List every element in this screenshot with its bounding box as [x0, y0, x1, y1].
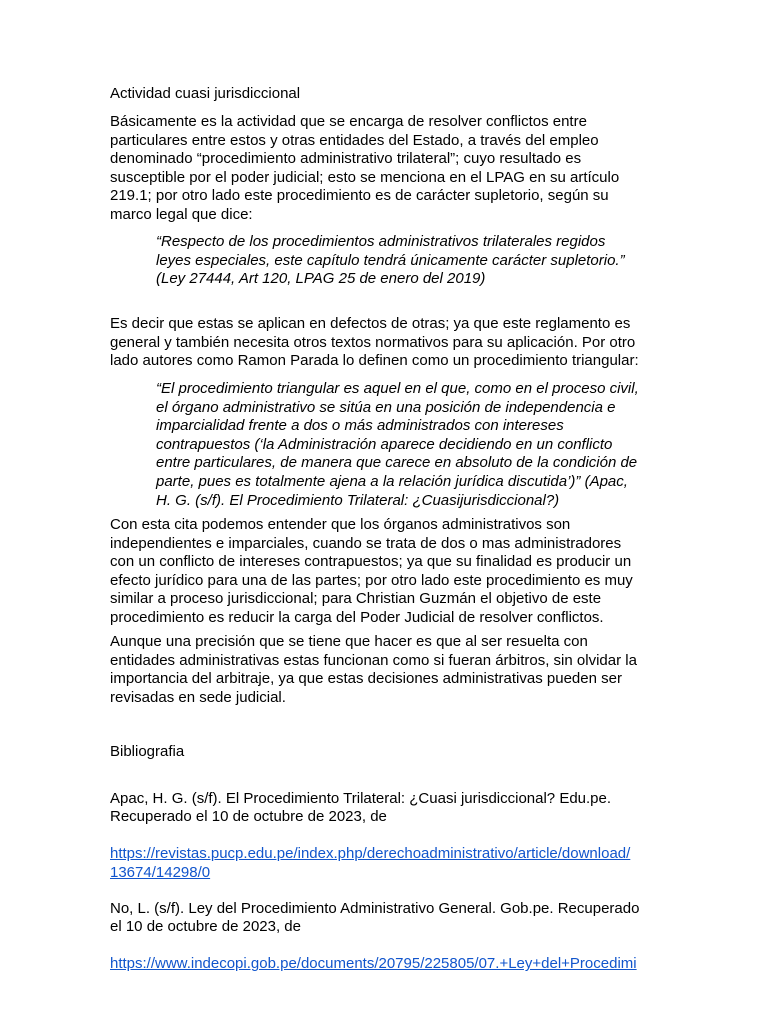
quote-1: “Respecto de los procedimientos administrativos trilaterales regidos leyes especiales, este capítulo tendrá únicamente carácter supletorio.” (Ley 27444, Art 120, LPAG 25 de enero del 2019) — [156, 233, 625, 288]
reference-2 — [110, 881, 660, 974]
quote-2: “El procedimiento triangular es aquel en el que, como en el proceso civil, el órgano administrativo se sitúa en una posición de independencia e imparcialidad frente a dos o más administrados con intereses contrapuestos (‘la Administración aparece decidiendo en un conflicto entre particulares, de manera que carece en absoluto de la condición de parte, pues es totalmente ajena a la relación jurídica discutida’)” (Apac, H. G. (s/f). El Procedimiento Trilateral: ¿Cuasijurisdiccional?) — [156, 380, 639, 509]
paragraph-2: Es decir que estas se aplican en defectos de otras; ya que este reglamento es general y también necesita otros textos normativos para su aplicación. Por otro lado autores como Ramon Parada lo definen como un procedimiento triangular: — [110, 315, 639, 370]
reference-1-text: Apac, H. G. (s/f). El Procedimiento Trilateral: ¿Cuasi jurisdiccional? Edu.pe. Recuperado el 10 de octubre de 2023, de — [110, 789, 612, 826]
paragraph-3: Con esta cita podemos entender que los órganos administrativos son independientes e imparciales, cuando se trata de dos o mas administradores con un conflicto de intereses contrapuestos; ya que su finalidad es producir un efecto jurídico para una de las partes; por otro lado este procedimiento es muy similar a proceso jurisdiccional; para Christian Guzmán el objetivo de este procedimiento es reducir la carga del Poder Judicial de resolver conflictos. — [110, 516, 633, 626]
paragraph-4: Aunque una precisión que se tiene que hacer es que al ser resuelta con entidades administrativas estas funcionan como si fueran árbitros, sin olvidar la importancia del arbitraje, ya que estas decisiones administrativas pueden ser revisadas en sede judicial. — [110, 633, 637, 706]
reference-2-link[interactable]: https://www.indecopi.gob.pe/documents/20795/225805/07.+Ley+del+Procedimi — [110, 955, 637, 973]
bibliography-heading: Bibliografia — [110, 743, 185, 760]
paragraph-1: Básicamente es la actividad que se encarga de resolver conflictos entre particulares entre estos y otras entidades del Estado, a través del empleo denominado “procedimiento administrativo trilateral”; cuyo resultado es susceptible por el poder judicial; esto se menciona en el LPAG en su artículo 219.1; por otro lado este procedimiento es de carácter supletorio, según su marco legal que dice: — [110, 113, 620, 223]
reference-1-link[interactable]: https://revistas.pucp.edu.pe/index.php/derechoadministrativo/article/download/ 13674/14298/0 — [110, 845, 631, 881]
reference-1 — [110, 771, 660, 883]
section-heading: Actividad cuasi jurisdiccional — [110, 85, 301, 102]
reference-2-text: No, L. (s/f). Ley del Procedimiento Administrativo General. Gob.pe. Recuperado el 10 de octubre de 2023, de — [110, 899, 640, 936]
